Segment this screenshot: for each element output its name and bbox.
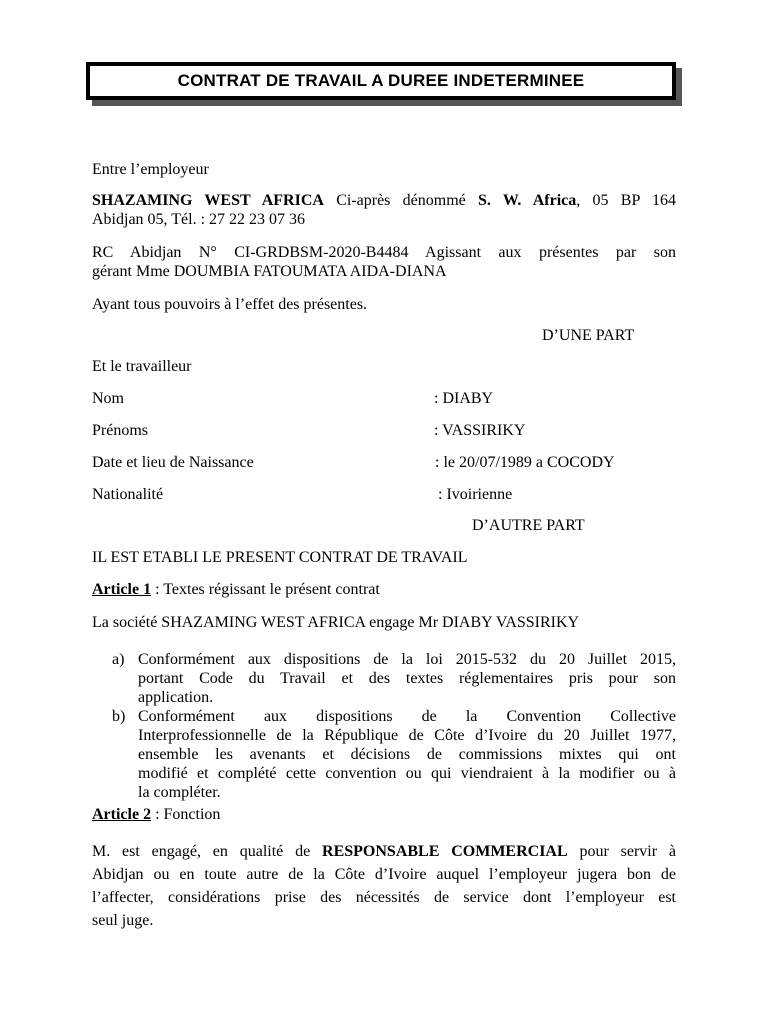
role: RESPONSABLE COMMERCIAL xyxy=(322,843,568,860)
employer-address: Abidjan 05, Tél. : 27 22 23 07 36 xyxy=(92,211,306,228)
article-2-label: Article 2 xyxy=(92,806,152,823)
field-label: Prénoms xyxy=(92,422,148,439)
list-line: modifié et complété cette convention ou qui viendraient à la modifier ou à xyxy=(138,765,676,782)
article-1-heading xyxy=(92,580,676,599)
field-value: : VASSIRIKY xyxy=(434,422,526,439)
field-value: : DIABY xyxy=(434,390,494,407)
employer-line-1 xyxy=(92,191,676,210)
list-line: Interprofessionnelle de la République de Côte d’Ivoire du 20 Juillet 1977, xyxy=(138,727,676,744)
document-title: CONTRAT DE TRAVAIL A DUREE INDETERMINEE xyxy=(177,71,585,90)
employer-bp: , 05 BP 164 xyxy=(576,192,677,209)
list-item-text xyxy=(138,707,676,802)
field-label: Date et lieu de Naissance xyxy=(92,454,254,471)
article-2-line-4: seul juge. xyxy=(92,912,154,929)
worker-intro: Et le travailleur xyxy=(92,358,192,375)
article-1-intro: La société SHAZAMING WEST AFRICA engage Mr DIABY VASSIRIKY xyxy=(92,614,580,631)
employer-powers: Ayant tous pouvoirs à l’effet des présentes. xyxy=(92,296,368,313)
list-marker: a) xyxy=(112,651,125,668)
established-statement: IL EST ETABLI LE PRESENT CONTRAT DE TRAVAIL xyxy=(92,549,468,566)
employer-short-name: S. W. Africa xyxy=(478,192,577,209)
article-2-line-2: Abidjan ou en toute autre de la Côte d’Ivoire auquel l’employeur jugera bon de xyxy=(92,866,676,883)
article-1-title: : Textes régissant le présent contrat xyxy=(151,581,380,598)
article-2-line-3: l’affecter, considérations prise des nécessités de service dont l’employeur est xyxy=(92,889,676,906)
field-value: : Ivoirienne xyxy=(438,486,513,503)
part-two: D’AUTRE PART xyxy=(472,517,585,534)
employer-intro: Entre l’employeur xyxy=(92,161,209,178)
text-end: pour servir à xyxy=(567,843,676,860)
list-line: Conformément aux dispositions de la Convention Collective xyxy=(138,708,676,725)
list-line: application. xyxy=(138,689,214,706)
article-2-line-1 xyxy=(92,840,676,863)
worker-field-naissance xyxy=(92,453,676,472)
list-marker: b) xyxy=(112,708,126,725)
worker-field-prenoms xyxy=(92,421,676,440)
list-line: la compléter. xyxy=(138,784,221,801)
article-2-title: : Fonction xyxy=(151,806,221,823)
article-1-label: Article 1 xyxy=(92,581,152,598)
field-label: Nationalité xyxy=(92,486,164,503)
field-label: Nom xyxy=(92,390,124,407)
employer-name: SHAZAMING WEST AFRICA xyxy=(92,192,324,209)
list-item-text xyxy=(138,650,676,707)
list-line: Conformément aux dispositions de la loi 2015-532 du 20 Juillet 2015, xyxy=(138,651,676,668)
employer-rc-line-1: RC Abidjan N° CI-GRDBSM-2020-B4484 Agissant aux présentes par son xyxy=(92,244,676,261)
title-box xyxy=(86,62,676,100)
article-2-heading xyxy=(92,805,676,824)
field-value: : le 20/07/1989 a COCODY xyxy=(435,454,615,471)
worker-field-nom xyxy=(92,389,676,408)
employer-rc-line-2: gérant Mme DOUMBIA FATOUMATA AIDA-DIANA xyxy=(92,263,447,280)
list-line: ensemble les avenants et décisions de commissions mixtes qui ont xyxy=(138,746,676,763)
worker-field-nationalite xyxy=(92,485,676,504)
part-one: D’UNE PART xyxy=(542,327,635,344)
list-line: portant Code du Travail et des textes réglementaires pris pour son xyxy=(138,670,676,687)
text-start: M. est engagé, en qualité de xyxy=(92,843,323,860)
employer-called: Ci-après dénommé xyxy=(323,192,478,209)
article-2-text xyxy=(92,840,676,932)
